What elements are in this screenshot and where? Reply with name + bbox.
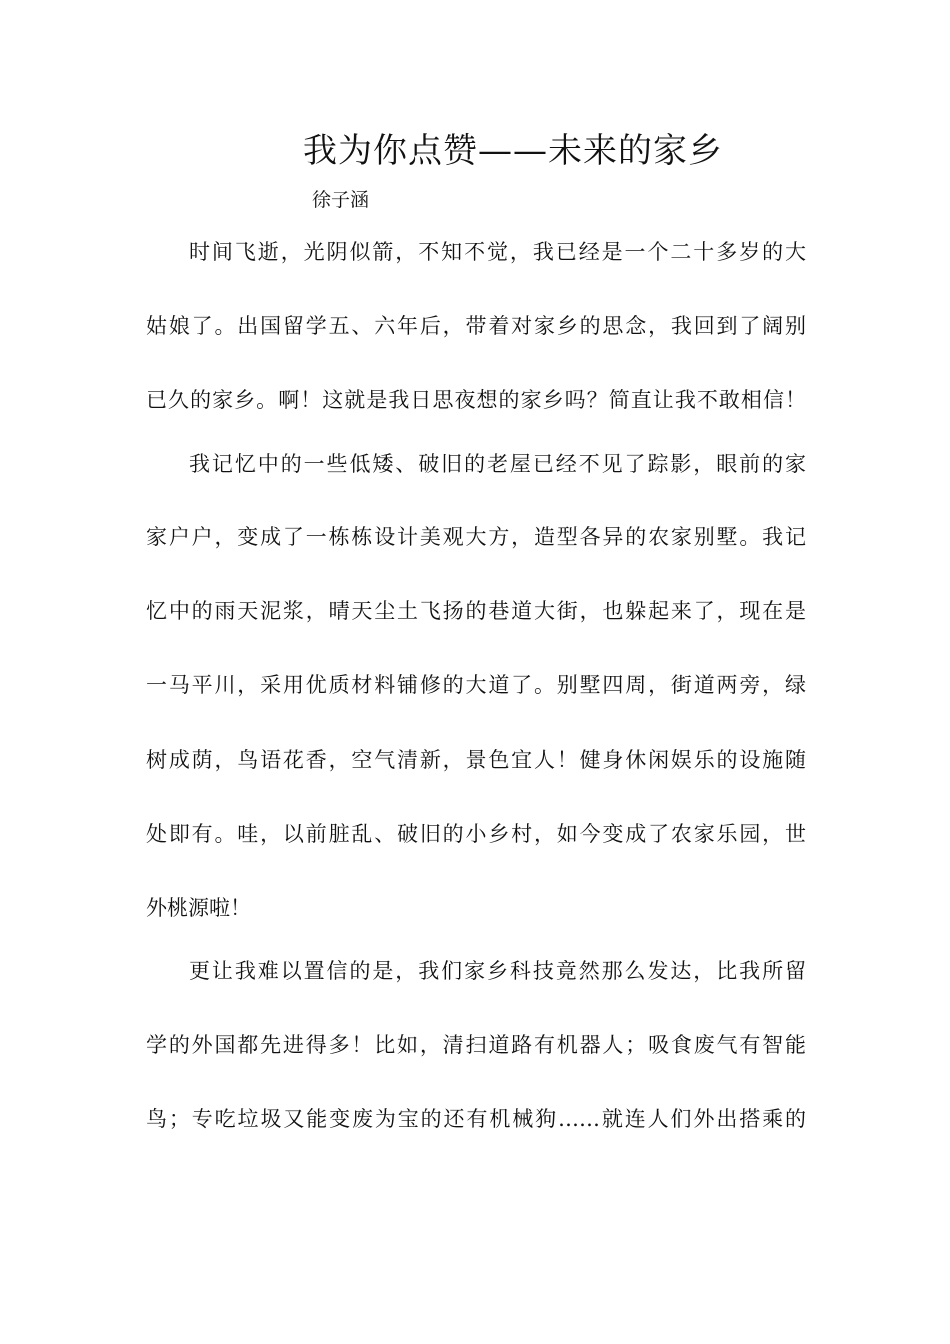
paragraph-2-line-1: 我记忆中的一些低矮、破旧的老屋已经不见了踪影，眼前的家	[189, 452, 806, 476]
paragraph-3-line-1: 更让我难以置信的是，我们家乡科技竟然那么发达，比我所留	[189, 959, 806, 983]
paragraph-1-line-3: 已久的家乡。啊！这就是我日思夜想的家乡吗？简直让我不敢相信！	[146, 388, 806, 412]
paragraph-1-line-2: 姑娘了。出国留学五、六年后，带着对家乡的思念，我回到了阔别	[146, 314, 806, 338]
paragraph-2-line-4: 一马平川，采用优质材料铺修的大道了。别墅四周，街道两旁，绿	[146, 673, 806, 697]
paragraph-2-line-7: 外桃源啦！	[146, 896, 251, 920]
paragraph-3-line-2: 学的外国都先进得多！比如，清扫道路有机器人；吸食废气有智能	[146, 1033, 806, 1057]
paragraph-2-line-3: 忆中的雨天泥浆，晴天尘土飞扬的巷道大街，也躲起来了，现在是	[146, 599, 806, 623]
paragraph-2-line-5: 树成荫，鸟语花香，空气清新，景色宜人！健身休闲娱乐的设施随	[146, 748, 806, 772]
document-title: 我为你点赞——未来的家乡	[303, 131, 723, 171]
paragraph-3-line-3: 鸟；专吃垃圾又能变废为宝的还有机械狗……就连人们外出搭乘的	[146, 1107, 806, 1131]
author-name: 徐子涵	[312, 189, 370, 211]
paragraph-1-line-1: 时间飞逝，光阴似箭，不知不觉，我已经是一个二十多岁的大	[189, 240, 806, 264]
paragraph-2-line-6: 处即有。哇，以前脏乱、破旧的小乡村，如今变成了农家乐园，世	[146, 822, 806, 846]
paragraph-2-line-2: 家户户，变成了一栋栋设计美观大方，造型各异的农家别墅。我记	[146, 525, 806, 549]
